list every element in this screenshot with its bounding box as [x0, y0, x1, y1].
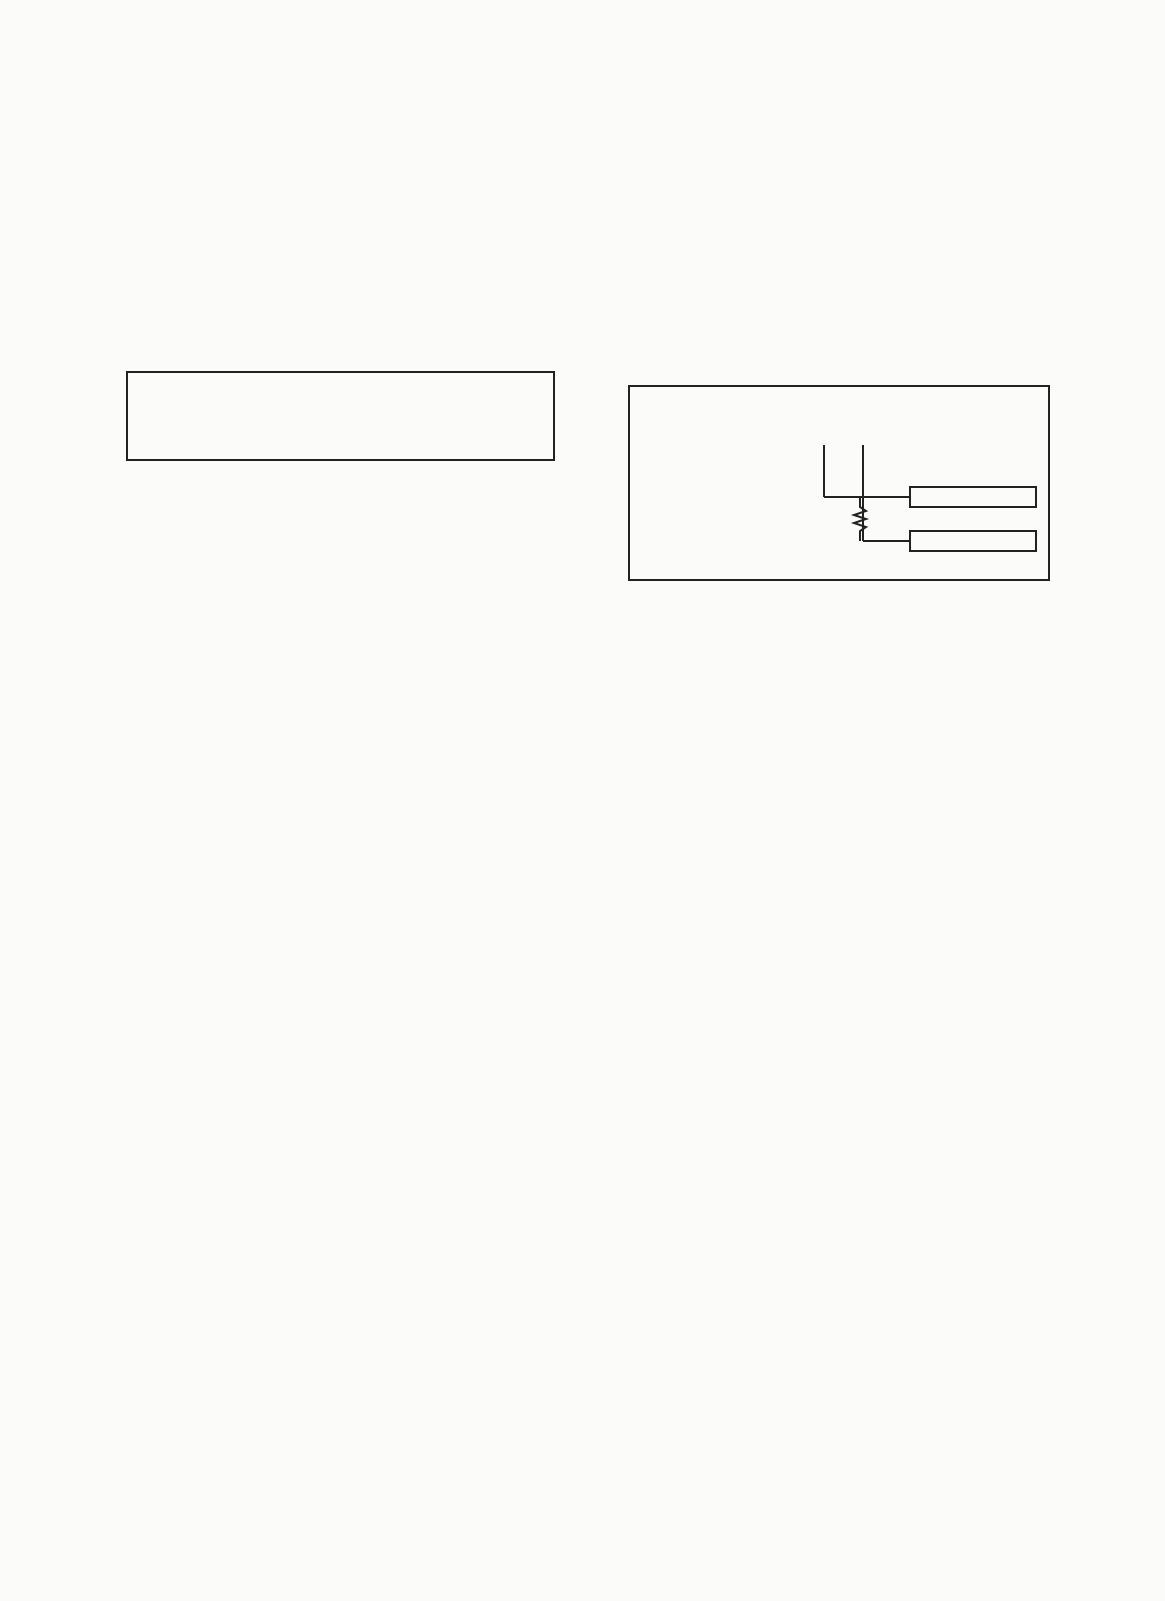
- right-column: [628, 292, 1090, 673]
- positive-output-bus: [910, 531, 1036, 551]
- remote-sensing-diagram: [630, 387, 1048, 579]
- paragraph-3-2: [126, 332, 588, 354]
- scan-artifacts-bottom: [500, 1581, 1060, 1601]
- paragraph-3-4: [126, 539, 588, 561]
- paragraph-3-5: [126, 578, 588, 600]
- figure-3-2-diagram: [628, 385, 1050, 581]
- heading-3-6: [126, 618, 588, 640]
- negative-output-bus: [910, 487, 1036, 507]
- strapping-diagram: [128, 373, 553, 459]
- paragraph-3-10: [628, 633, 1090, 655]
- figure-3-1-diagram: [126, 371, 555, 461]
- paragraph-3-7: [126, 658, 588, 680]
- heading-3-9: [628, 350, 1090, 372]
- scan-artifacts-top: [0, 0, 1165, 40]
- paragraph-3-8: [628, 310, 1090, 332]
- sense-wiring: [824, 445, 910, 541]
- left-column: [126, 292, 588, 697]
- heading-3-1: [126, 292, 588, 314]
- heading-3-3: [126, 499, 588, 521]
- scan-artifacts-right: [1125, 40, 1165, 1580]
- scan-artifacts-left: [0, 40, 60, 1580]
